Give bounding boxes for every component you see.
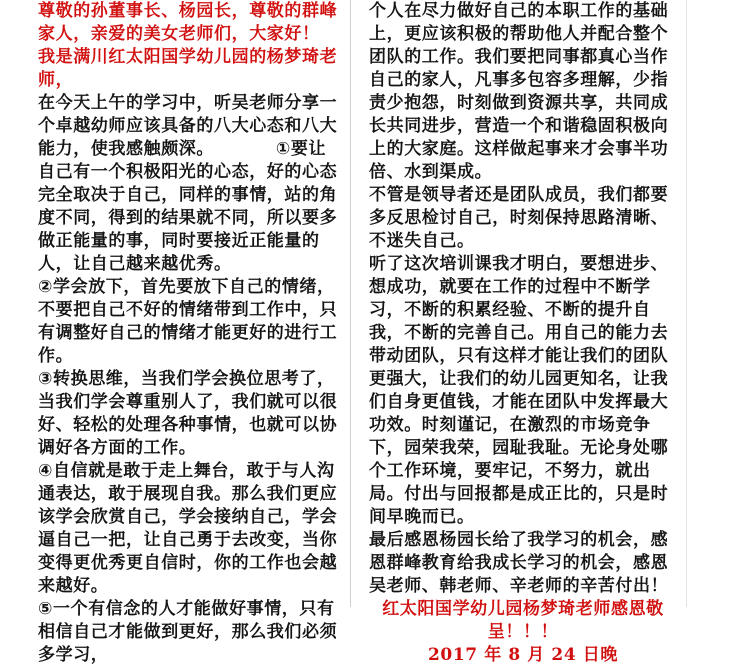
paragraph-reflection: 不管是领导者还是团队成员，我们都要多反思检讨自己，时刻保持思路清晰、不迷失自己。 (369, 185, 669, 251)
paragraph-perspective: ③转换思维，当我们学会换位思考了，当我们学会尊重别人了，我们就可以很好、轻松的处理各种事情，也就可以协调好各方面的工作。 (38, 369, 338, 458)
paragraph-let-go: ②学会放下，首先要放下自己的情绪，不要把自己不好的情绪带到工作中，只有调整好自己的情绪才能更好的进行工作。 (38, 277, 338, 366)
paragraph-teamwork: 个人在尽力做好自己的本职工作的基础上，更应该积极的帮助他人并配合整个团队的工作。我们要把同事都真心当作自己的家人，凡事多包容多理解，少指责少抱怨，时刻做到资源共享，共同成长共同进步，营造一个和谐稳固积极向上的大家庭。这样做起事来才会事半功倍、水到渠成。 (369, 1, 669, 182)
paragraph-belief: ⑤一个有信念的人才能做好事情，只有相信自己才能做到更好，那么我们必须多学习， (38, 599, 338, 665)
greeting-text: 尊敬的孙董事长、杨园长，尊敬的群峰家人，亲爱的美女老师们，大家好！ (38, 1, 338, 44)
paragraph-mindset: 在今天上午的学习中，听吴老师分享一个卓越幼师应该具备的八大心态和八大能力，使我感触颇深。 ①要让自己有一个积极阳光的心态，好的心态完全取决于自己，同样的事情，站的角度不同，得到的结果就不同，所以要多做正能量的事，同时要接近正能量的人，让自己越来越优秀。 (38, 93, 338, 274)
page-edge (686, 0, 687, 607)
paragraph-confidence: ④自信就是敢于走上舞台，敢于与人沟通表达，敢于展现自我。那么我们更应该学会欣赏自己，学会接纳自己，学会逼自己一把，让自己勇于去改变，当你变得更优秀更自信时，你的工作也会越来越好。 (38, 461, 338, 596)
date-text: 2017 年 8 月 24 日晚 (428, 645, 618, 665)
column-divider (350, 0, 351, 607)
left-column (38, 0, 340, 667)
signature-text: 红太阳国学幼儿园杨梦琦老师感恩敬呈！！！ (382, 599, 664, 642)
paragraph-gratitude: 最后感恩杨园长给了我学习的机会，感恩群峰教育给我成长学习的机会，感恩吴老师、韩老师、辛老师的辛苦付出！ (369, 530, 669, 596)
paragraph-growth: 听了这次培训课我才明白，要想进步、想成功，就要在工作的过程中不断学习，不断的积累经验、不断的提升自我，不断的完善自己。用自己的能力去带动团队，只有这样才能让我们的团队更强大，让我们的幼儿园更知名，让我们自身更值钱，才能在团队中发挥最大功效。时刻谨记，在激烈的市场竞争下，园荣我荣，园耻我耻。无论身处哪个工作环境，要牢记，不努力，就出局。付出与回报都是成正比的，只是时间早晚而已。 (369, 254, 669, 527)
right-column (369, 0, 677, 667)
intro-text: 我是满川红太阳国学幼儿园的杨梦琦老师， (38, 47, 338, 90)
